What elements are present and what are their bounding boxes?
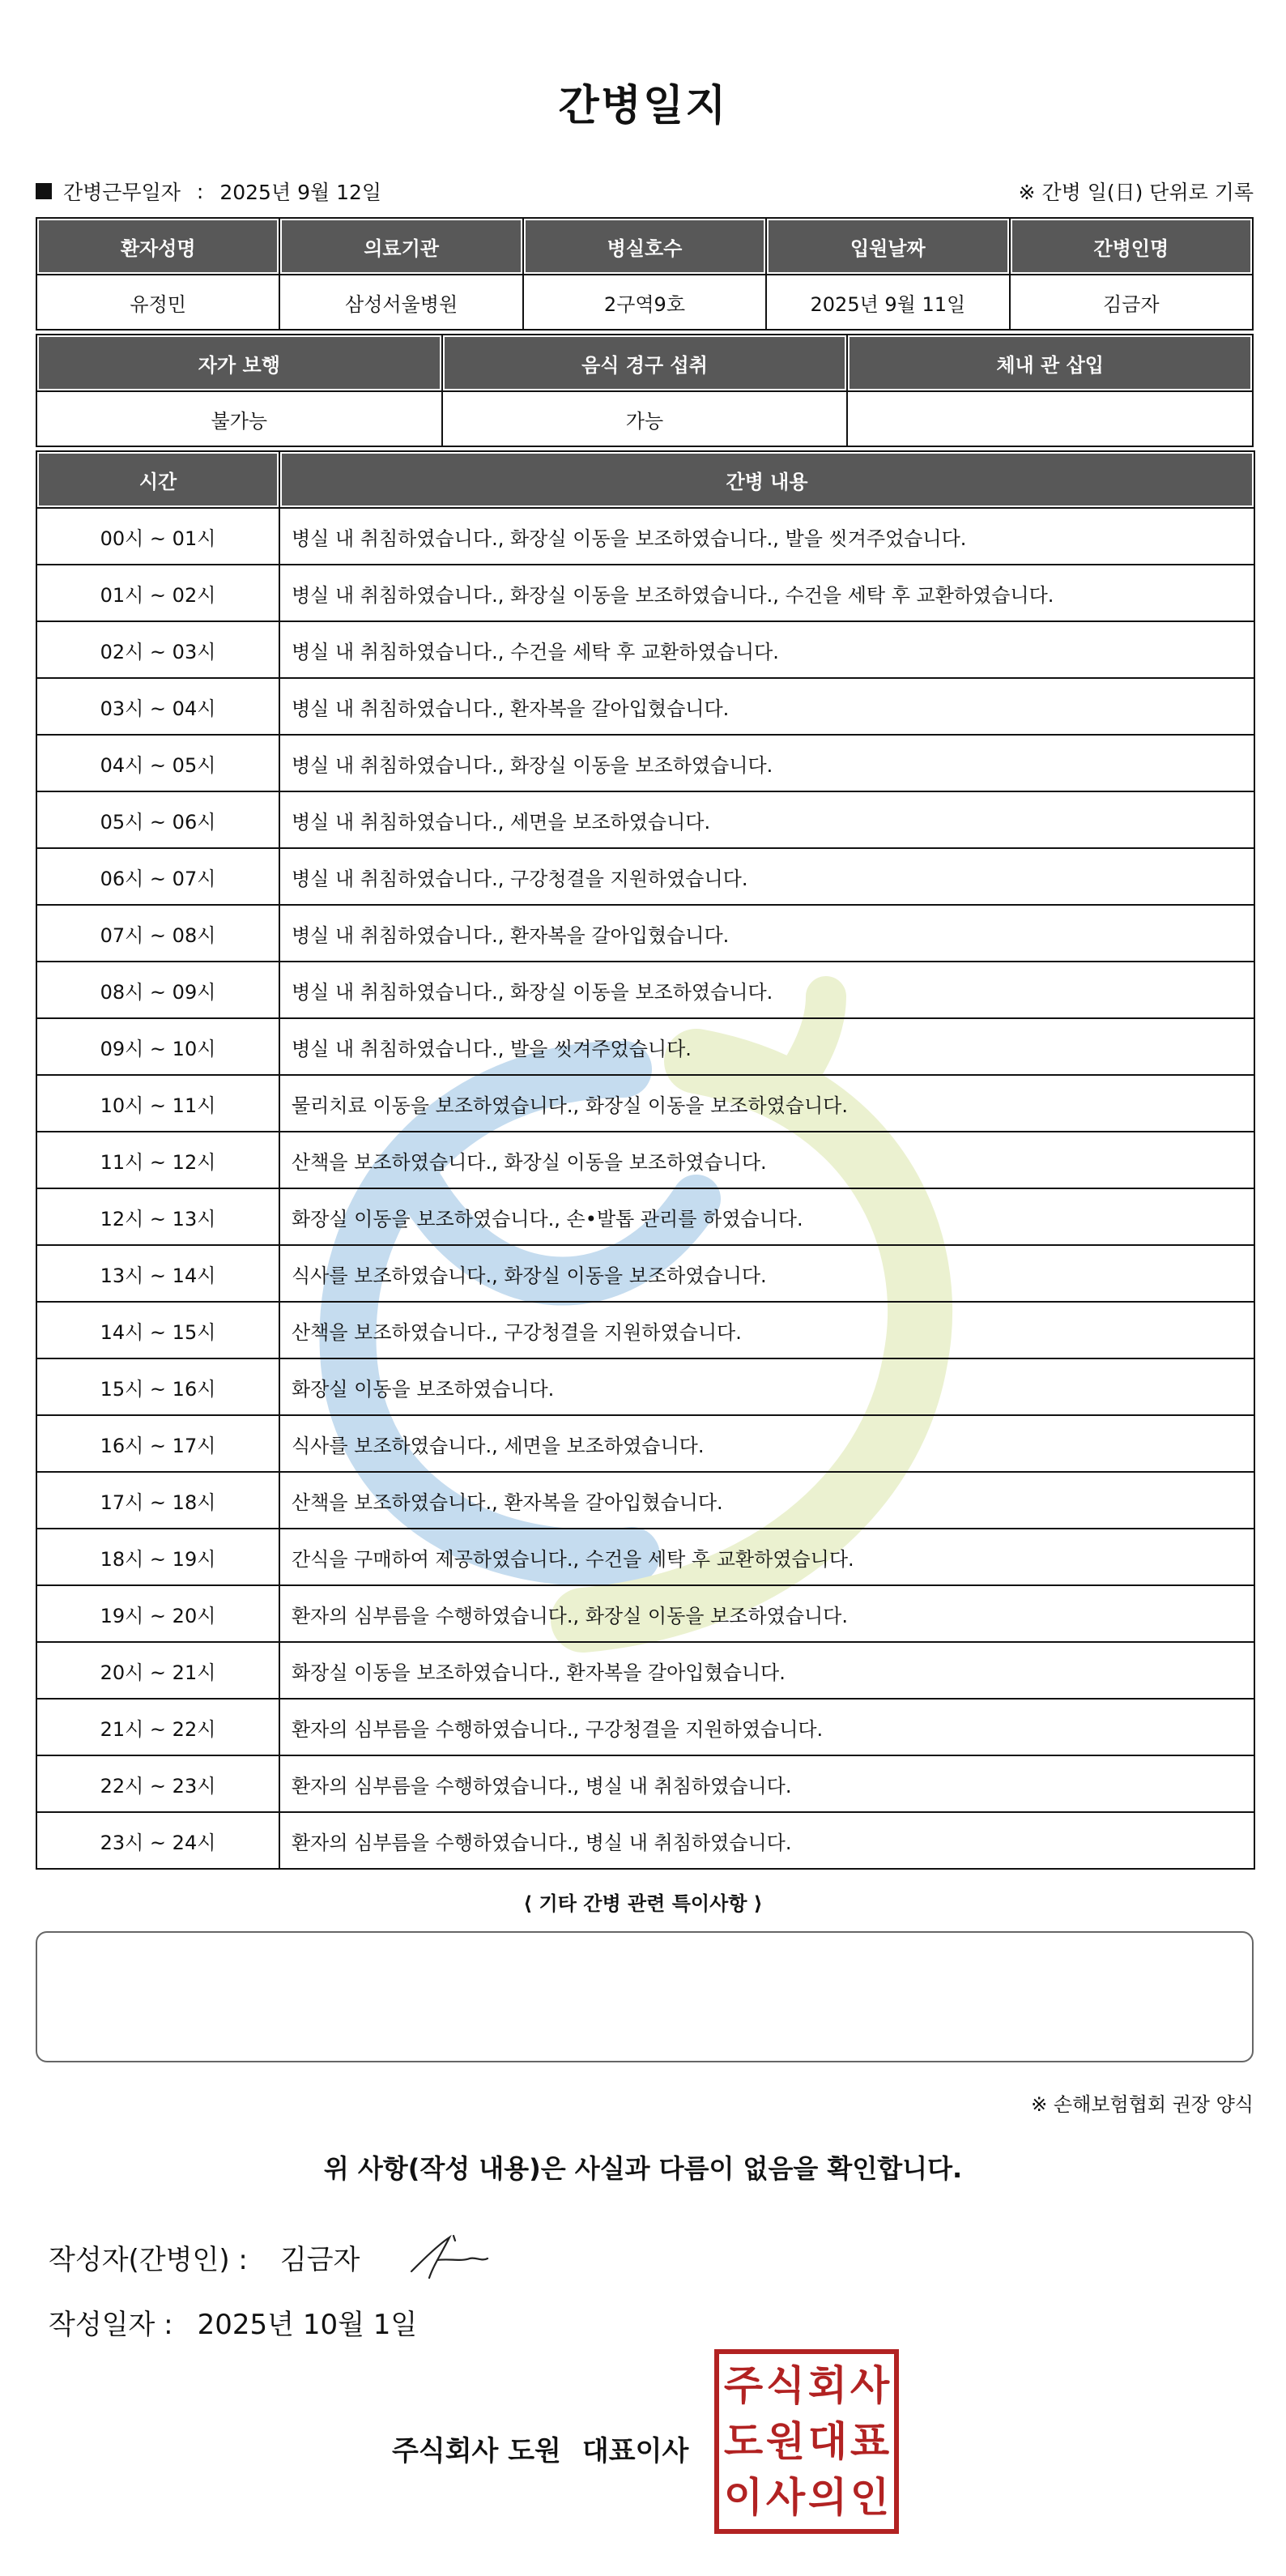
time-cell: 20시 ~ 21시 [36,1642,279,1699]
table-row [36,565,1254,621]
table-row [36,962,1254,1018]
seal-char: 이 [723,2474,764,2522]
time-cell: 12시 ~ 13시 [36,1188,279,1245]
seal-char: 식 [765,2361,806,2409]
hospital-name: 삼성서울병원 [279,275,522,330]
header-caregiver: 간병인명 [1010,218,1253,275]
table-row [36,1132,1254,1188]
written-date-line [49,2302,417,2342]
work-date-colon: : [196,179,204,203]
status-table-row [36,391,1253,446]
header-room: 병실호수 [523,218,766,275]
table-row [36,1188,1254,1245]
writer-name: 김금자 [279,2244,360,2276]
content-cell: 환자의 심부름을 수행하였습니다., 병실 내 취침하였습니다. [279,1812,1254,1869]
oral-intake-value: 가능 [442,391,848,446]
content-cell: 물리치료 이동을 보조하였습니다., 화장실 이동을 보조하였습니다. [279,1075,1254,1132]
content-cell: 병실 내 취침하였습니다., 화장실 이동을 보조하였습니다., 수건을 세탁 후 교환하였습니다. [279,565,1254,621]
table-row [36,1358,1254,1415]
work-date-label: 간병근무일자 [63,181,181,204]
care-log-table [36,450,1255,1870]
table-row [36,735,1254,791]
seal-char: 의 [807,2474,848,2522]
writer-label: 작성자(간병인) : [49,2244,248,2276]
header-care-content: 간병 내용 [279,451,1254,508]
table-row [36,1302,1254,1358]
table-row [36,1812,1254,1869]
company-role: 대표이사 [581,2435,689,2467]
status-table [36,334,1254,447]
time-cell: 00시 ~ 01시 [36,508,279,565]
company-seal [714,2349,899,2534]
table-row [36,621,1254,678]
content-cell: 병실 내 취침하였습니다., 화장실 이동을 보조하였습니다. [279,735,1254,791]
table-row [36,1245,1254,1302]
time-cell: 19시 ~ 20시 [36,1585,279,1642]
header-admission-date: 입원날짜 [766,218,1009,275]
header-time: 시간 [36,451,279,508]
square-bullet-icon [36,183,52,199]
header-self-walking: 자가 보행 [36,335,442,391]
time-cell: 03시 ~ 04시 [36,678,279,735]
form-note: ※ 손해보험협회 권장 양식 [1031,2093,1254,2116]
seal-char: 원 [765,2417,806,2465]
time-cell: 21시 ~ 22시 [36,1699,279,1755]
time-cell: 15시 ~ 16시 [36,1358,279,1415]
table-row [36,1075,1254,1132]
company-signature [392,2429,688,2468]
notes-box [36,1931,1254,2062]
content-cell: 화장실 이동을 보조하였습니다., 환자복을 갈아입혔습니다. [279,1642,1254,1699]
time-cell: 11시 ~ 12시 [36,1132,279,1188]
time-cell: 06시 ~ 07시 [36,848,279,905]
seal-char: 표 [850,2417,890,2465]
content-cell: 환자의 심부름을 수행하였습니다., 병실 내 취침하였습니다. [279,1755,1254,1812]
content-cell: 환자의 심부름을 수행하였습니다., 화장실 이동을 보조하였습니다. [279,1585,1254,1642]
content-cell: 환자의 심부름을 수행하였습니다., 구강청결을 지원하였습니다. [279,1699,1254,1755]
header-tube-insertion: 체내 관 삽입 [847,335,1253,391]
work-date-value: 2025년 9월 12일 [219,181,382,204]
content-cell: 산책을 보조하였습니다., 화장실 이동을 보조하였습니다. [279,1132,1254,1188]
header-hospital: 의료기관 [279,218,522,275]
care-log-header [36,451,1254,508]
time-cell: 02시 ~ 03시 [36,621,279,678]
time-cell: 16시 ~ 17시 [36,1415,279,1472]
patient-table [36,217,1254,331]
content-cell: 병실 내 취침하였습니다., 환자복을 갈아입혔습니다. [279,905,1254,962]
seal-char: 대 [807,2417,848,2465]
time-cell: 17시 ~ 18시 [36,1472,279,1529]
content-cell: 화장실 이동을 보조하였습니다. [279,1358,1254,1415]
seal-char: 주 [723,2361,764,2409]
tube-insertion-value [847,391,1253,446]
table-row [36,1529,1254,1585]
seal-char: 회 [807,2361,848,2409]
time-cell: 01시 ~ 02시 [36,565,279,621]
table-row [36,1699,1254,1755]
status-table-header [36,335,1253,391]
time-cell: 13시 ~ 14시 [36,1245,279,1302]
time-cell: 09시 ~ 10시 [36,1018,279,1075]
header-patient-name: 환자성명 [36,218,279,275]
table-row [36,1472,1254,1529]
page-title: 간병일지 [558,82,728,130]
table-row [36,905,1254,962]
content-cell: 산책을 보조하였습니다., 구강청결을 지원하였습니다. [279,1302,1254,1358]
time-cell: 23시 ~ 24시 [36,1812,279,1869]
info-row [36,177,1254,209]
content-cell: 병실 내 취침하였습니다., 수건을 세탁 후 교환하였습니다. [279,621,1254,678]
patient-table-header [36,218,1253,275]
work-date [36,177,381,206]
table-row [36,1415,1254,1472]
written-date-label: 작성일자 : [49,2309,173,2341]
table-row [36,1018,1254,1075]
table-row [36,1642,1254,1699]
admission-date: 2025년 9월 11일 [766,275,1009,330]
content-cell: 간식을 구매하여 제공하였습니다., 수건을 세탁 후 교환하였습니다. [279,1529,1254,1585]
table-row [36,678,1254,735]
content-cell: 식사를 보조하였습니다., 화장실 이동을 보조하였습니다. [279,1245,1254,1302]
time-cell: 04시 ~ 05시 [36,735,279,791]
room-number: 2구역9호 [523,275,766,330]
table-row [36,508,1254,565]
company-name: 주식회사 도원 [392,2435,561,2467]
seal-char: 도 [723,2417,764,2465]
time-cell: 08시 ~ 09시 [36,962,279,1018]
seal-char: 인 [850,2474,890,2522]
content-cell: 식사를 보조하였습니다., 세면을 보조하였습니다. [279,1415,1254,1472]
content-cell: 병실 내 취침하였습니다., 화장실 이동을 보조하였습니다., 발을 씻겨주었습니다. [279,508,1254,565]
content-cell: 화장실 이동을 보조하였습니다., 손•발톱 관리를 하였습니다. [279,1188,1254,1245]
written-date-value: 2025년 10월 1일 [197,2309,418,2341]
content-cell: 병실 내 취침하였습니다., 구강청결을 지원하였습니다. [279,848,1254,905]
seal-char: 사 [765,2474,806,2522]
content-cell: 병실 내 취침하였습니다., 발을 씻겨주었습니다. [279,1018,1254,1075]
notes-title: ⟨ 기타 간병 관련 특이사항 ⟩ [523,1892,763,1915]
time-cell: 10시 ~ 11시 [36,1075,279,1132]
table-row [36,791,1254,848]
patient-table-row [36,275,1253,330]
time-cell: 14시 ~ 15시 [36,1302,279,1358]
table-row [36,1755,1254,1812]
caregiver-name: 김금자 [1010,275,1253,330]
content-cell: 병실 내 취침하였습니다., 세면을 보조하였습니다. [279,791,1254,848]
table-row [36,848,1254,905]
self-walking-value: 불가능 [36,391,442,446]
time-cell: 18시 ~ 19시 [36,1529,279,1585]
time-cell: 22시 ~ 23시 [36,1755,279,1812]
time-cell: 07시 ~ 08시 [36,905,279,962]
content-cell: 산책을 보조하였습니다., 환자복을 갈아입혔습니다. [279,1472,1254,1529]
patient-name: 유정민 [36,275,279,330]
unit-note: ※ 간병 일(日) 단위로 기록 [1018,181,1254,204]
header-oral-intake: 음식 경구 섭취 [442,335,848,391]
content-cell: 병실 내 취침하였습니다., 화장실 이동을 보조하였습니다. [279,962,1254,1018]
confirmation-text: 위 사항(작성 내용)은 사실과 다름이 없음을 확인합니다. [323,2153,963,2184]
table-row [36,1585,1254,1642]
time-cell: 05시 ~ 06시 [36,791,279,848]
seal-char: 사 [850,2361,890,2409]
content-cell: 병실 내 취침하였습니다., 환자복을 갈아입혔습니다. [279,678,1254,735]
writer-line [49,2237,360,2277]
signature-icon [405,2229,494,2286]
